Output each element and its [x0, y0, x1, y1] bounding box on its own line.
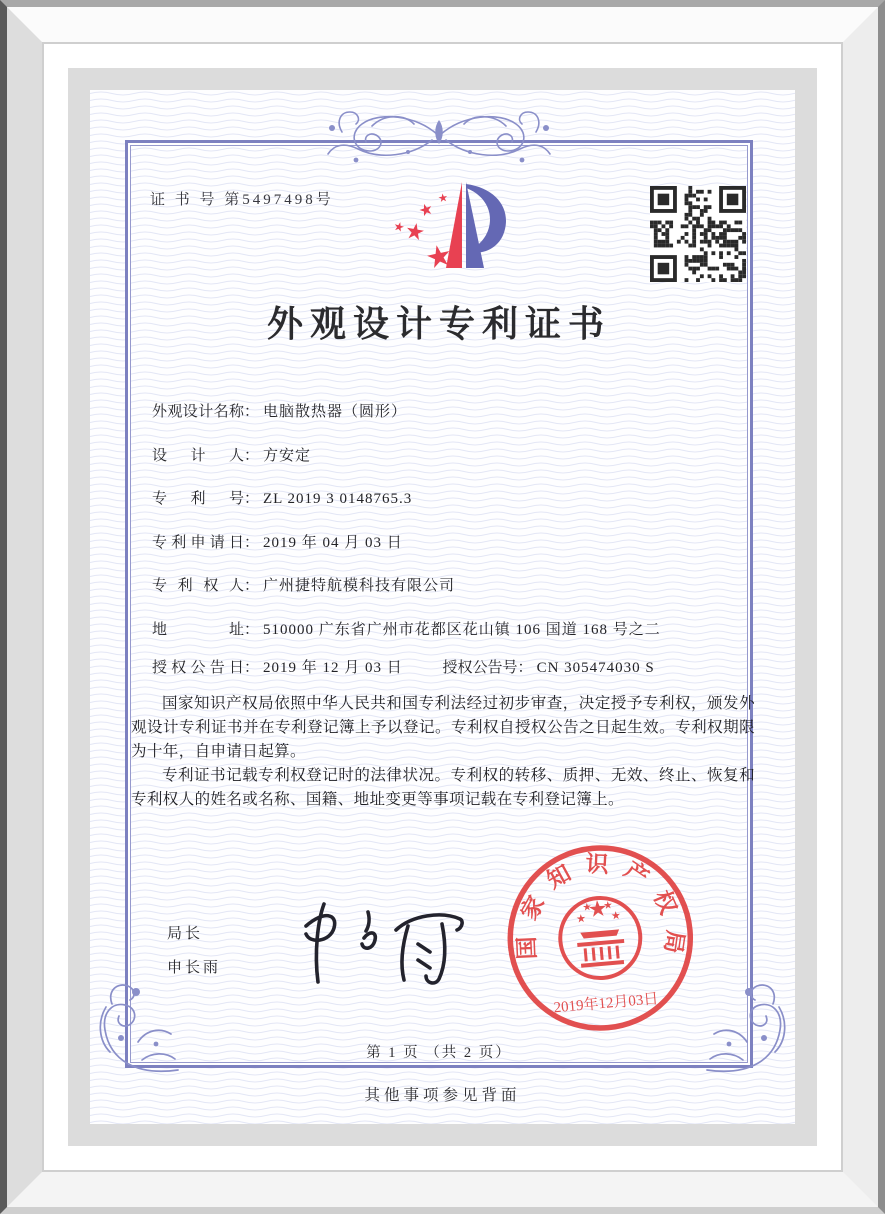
field-colon: ： — [244, 578, 260, 594]
body-paragraph-1: 国家知识产权局依照中华人民共和国专利法经过初步审查，决定授予专利权，颁发外观设计专利证书并在专利登记簿上予以登记。专利权自授权公告之日起生效。专利权期限为十年，自申请日起算。 — [131, 695, 755, 760]
body-paragraph-2: 专利证书记载专利权登记时的法律状况。专利权的转移、质押、无效、终止、恢复和专利权人的姓名或名称、国籍、地址变更等事项记载在专利登记簿上。 — [131, 767, 755, 808]
field-value: 510000 广东省广州市花都区花山镇 106 国道 168 号之二 — [263, 622, 661, 638]
field-value: 方安定 — [263, 448, 312, 464]
seal-date: 2019年12月03日 — [553, 991, 660, 1017]
seal-arc-text: 国家知识产权局 — [513, 851, 689, 969]
certificate-title: 外观设计专利证书 — [266, 304, 611, 344]
official-seal — [495, 835, 706, 1046]
field-colon: ： — [244, 448, 260, 464]
certificate-number: 证 书 号 第5497498号 — [150, 192, 334, 208]
field-value: 2019 年 12 月 03 日 — [263, 660, 403, 676]
gazette-label: 授权公告号 — [442, 660, 518, 676]
field-value: 电脑散热器（圆形） — [263, 404, 408, 420]
border-flourish-bottom-left — [90, 980, 184, 1078]
field-row-filing-date — [152, 531, 403, 553]
field-colon: ： — [244, 660, 260, 676]
field-label: 设计人 — [152, 448, 244, 464]
qr-code — [650, 186, 746, 282]
field-label: 专利号 — [152, 491, 244, 507]
field-colon: ： — [244, 404, 260, 420]
field-colon: ： — [244, 535, 260, 551]
signer-name: 申长雨 — [167, 960, 222, 976]
signer-title: 局长 — [167, 926, 204, 942]
field-row-patentee — [152, 574, 455, 596]
border-flourish-top — [312, 104, 566, 168]
gazette-value: CN 305474030 S — [536, 660, 655, 676]
field-row-grant-date — [152, 656, 655, 678]
field-value: 2019 年 04 月 03 日 — [263, 535, 403, 551]
field-label: 授权公告日 — [152, 660, 244, 676]
field-colon: ： — [244, 491, 260, 507]
border-flourish-bottom-right — [701, 980, 795, 1078]
field-row-designer — [152, 444, 311, 466]
field-label: 专利权人 — [152, 578, 244, 594]
field-row-design-name — [152, 400, 407, 422]
field-row-address — [152, 618, 661, 640]
field-colon: ： — [244, 622, 260, 638]
field-value: 广州捷特航模科技有限公司 — [263, 578, 456, 594]
body-text — [131, 692, 755, 812]
field-value: ZL 2019 3 0148765.3 — [263, 491, 413, 507]
field-row-patent-number — [152, 487, 412, 509]
cnipa-logo — [386, 170, 510, 288]
field-label: 外观设计名称 — [152, 404, 244, 420]
page-footer: 第 1 页 （共 2 页） — [366, 1045, 512, 1061]
back-note: 其他事项参见背面 — [364, 1087, 521, 1104]
field-label: 专利申请日 — [152, 535, 244, 551]
seal-national-emblem — [557, 895, 644, 982]
field-label: 地址 — [152, 622, 244, 638]
signature-handwriting — [272, 886, 487, 994]
field-colon: ： — [517, 660, 533, 676]
